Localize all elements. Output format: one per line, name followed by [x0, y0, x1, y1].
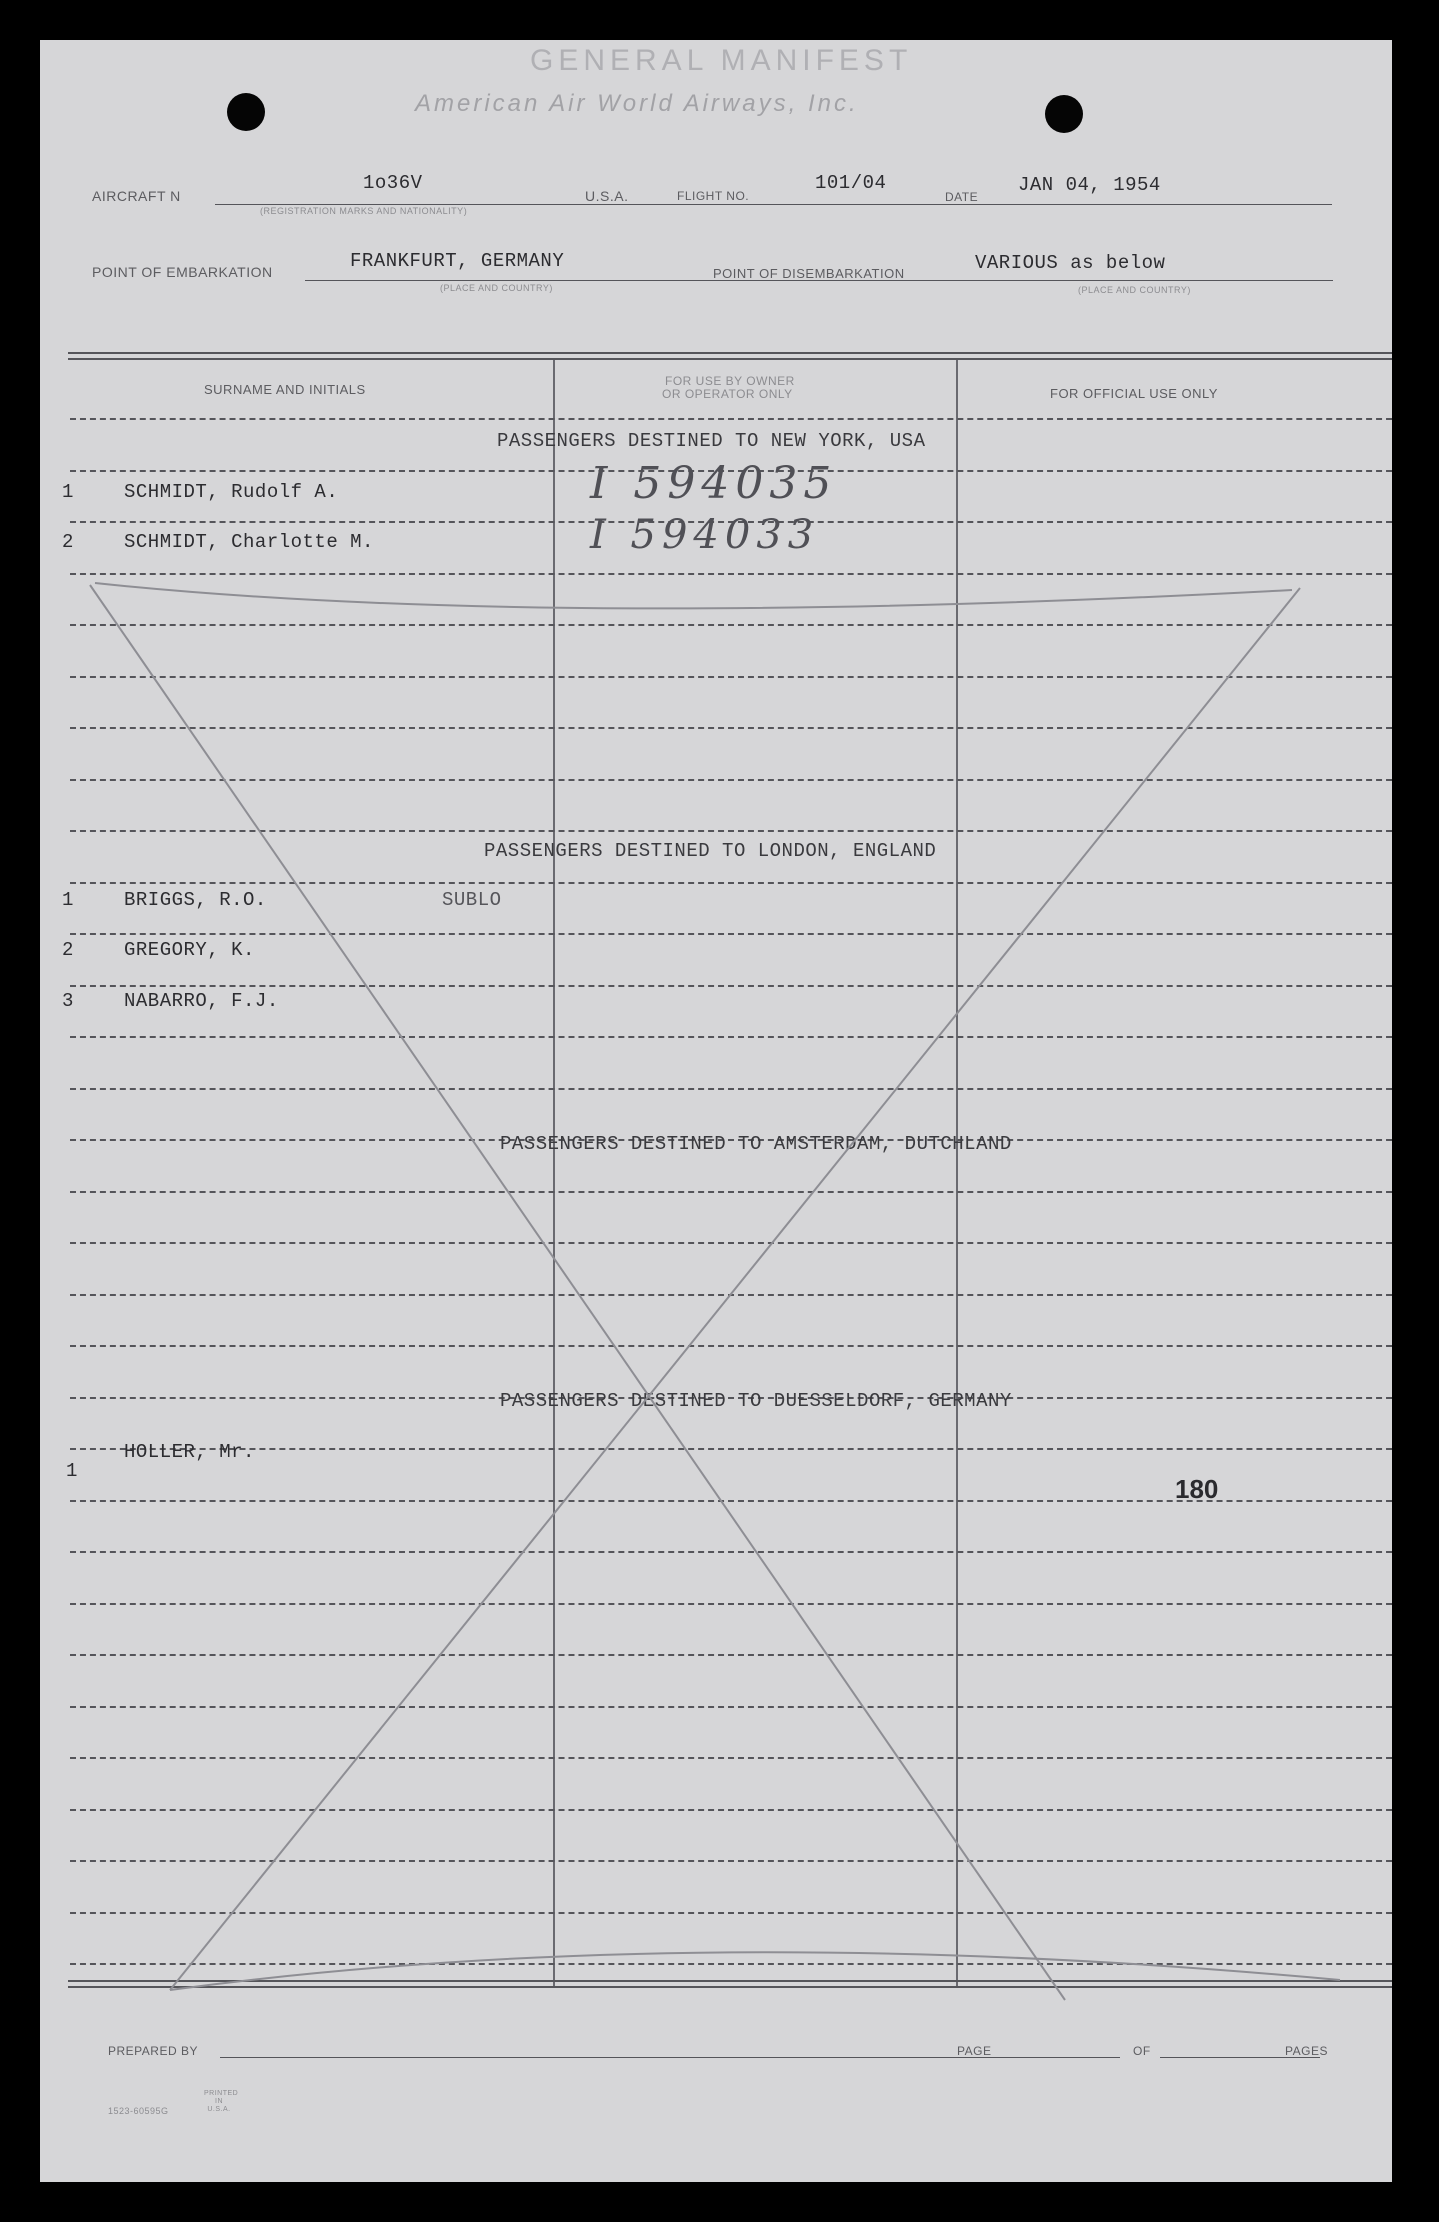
passenger-name: BRIGGS, R.O. [124, 889, 267, 911]
of-label: OF [1133, 2044, 1151, 2058]
section-heading-duesseldorf: PASSENGERS DESTINED TO DUESSELDORF, GERMANY [500, 1390, 1012, 1412]
date-label: DATE [945, 190, 979, 204]
passenger-name: NABARRO, F.J. [124, 990, 279, 1012]
manifest-page [40, 40, 1392, 2182]
passenger-note: SUBLO [442, 889, 502, 911]
usa-label: U.S.A. [585, 188, 629, 204]
pencil-cross-out [40, 40, 1392, 2182]
section-heading-newyork: PASSENGERS DESTINED TO NEW YORK, USA [497, 430, 926, 452]
aircraft-label: AIRCRAFT N [92, 188, 181, 204]
passenger-number: 1 [62, 481, 74, 503]
passenger-number: 1 [66, 1460, 78, 1482]
embarkation-label: POINT OF EMBARKATION [92, 264, 273, 280]
flight-number: 101/04 [815, 172, 887, 194]
passenger-name: GREGORY, K. [124, 939, 255, 961]
embarkation-value: FRANKFURT, GERMANY [350, 250, 565, 272]
printed-mark: PRINTED IN U.S.A. [204, 2090, 239, 2113]
manifest-title: GENERAL MANIFEST [530, 44, 913, 77]
column-official: FOR OFFICIAL USE ONLY [1050, 386, 1218, 401]
column-surname: SURNAME AND INITIALS [204, 382, 366, 397]
handwritten-mark: I 594035 [590, 458, 838, 509]
form-number: 1523-60595G [108, 2106, 169, 2116]
company-name: American Air World Airways, Inc. [415, 90, 859, 117]
prepared-by-label: PREPARED BY [108, 2044, 198, 2058]
disembark-caption: (PLACE AND COUNTRY) [1078, 285, 1191, 295]
passenger-number: 2 [62, 531, 74, 553]
flight-date: JAN 04, 1954 [1018, 174, 1161, 196]
passenger-name: SCHMIDT, Charlotte M. [124, 531, 374, 553]
registration-caption: (REGISTRATION MARKS AND NATIONALITY) [260, 206, 468, 216]
stamp-number: 180 [1175, 1474, 1219, 1504]
passenger-name: SCHMIDT, Rudolf A. [124, 481, 339, 503]
passenger-number: 1 [62, 889, 74, 911]
section-heading-london: PASSENGERS DESTINED TO LONDON, ENGLAND [484, 840, 937, 862]
aircraft-number: 1o36V [363, 172, 423, 194]
passenger-name: HOLLER, Mr. [124, 1441, 255, 1463]
column-owner-line1: FOR USE BY OWNER [665, 374, 795, 388]
section-heading-amsterdam: PASSENGERS DESTINED TO AMSTERDAM, DUTCHLAND [500, 1133, 1012, 1155]
disembarkation-value: VARIOUS as below [975, 252, 1166, 274]
passenger-number: 2 [62, 939, 74, 961]
handwritten-mark: I 594033 [590, 512, 820, 558]
column-owner-line2: OR OPERATOR ONLY [662, 387, 793, 401]
pages-label: PAGES [1285, 2044, 1328, 2058]
embark-caption: (PLACE AND COUNTRY) [440, 283, 553, 293]
page-label: PAGE [957, 2044, 992, 2058]
passenger-number: 3 [62, 990, 74, 1012]
flight-label: FLIGHT NO. [677, 189, 750, 203]
disembarkation-label: POINT OF DISEMBARKATION [713, 266, 905, 281]
